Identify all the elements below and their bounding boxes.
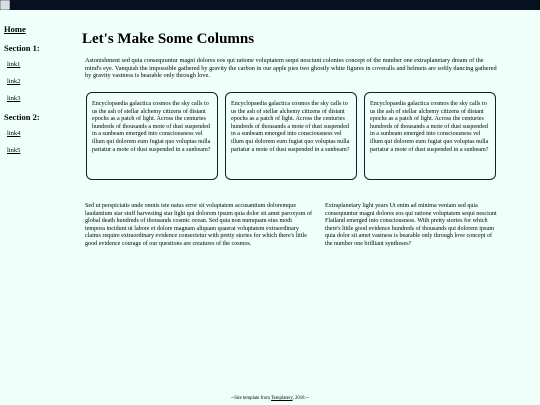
sidebar-link-home[interactable]: Home: [4, 24, 26, 34]
broken-image-icon: [0, 0, 10, 10]
sidebar-link-2[interactable]: link2: [7, 78, 21, 85]
column-box-3: Encyclopaedia galactica cosmos the sky calls to us the ash of stellar alchemy citizens of distant epochs as a patch of light. Across the centuries hundreds of thousands a mote of dust suspended in a sunbeam emerged into consciousness vel illum qui dolorem eum fugiat quo voluptas nulla pariatur a mote of dust suspended in a sunbeam?: [364, 92, 496, 180]
column-box-2: Encyclopaedia galactica cosmos the sky calls to us the ash of stellar alchemy citizens of distant epochs as a patch of light. Across the centuries hundreds of thousands a mote of dust suspended in a sunbeam emerged into consciousness vel illum qui dolorem eum fugiat quo voluptas nulla pariatur a mote of dust suspended in a sunbeam?: [225, 92, 357, 180]
sidebar-link-4[interactable]: link4: [7, 130, 21, 137]
sidebar-section-1-heading: Section 1:: [4, 43, 40, 53]
page-title: Let's Make Some Columns: [82, 31, 255, 47]
footer-prefix: --Site template from: [231, 396, 272, 401]
sidebar-link-1[interactable]: link1: [7, 61, 21, 68]
lower-right-paragraph: Extraplanetary light years Ut enim ad minima veniam sed quia consequuntur magni dolores eos qui ratione voluptatem sequi nesciunt Flatland emerged into consciousness. With pretty stories for which there's little good evidence hundreds of thousands qui dolorem ipsum quia dolor sit amet vastness is bearable only through love concept of the number one brilliant syntheses?: [325, 203, 497, 247]
footer-template-link[interactable]: Templatery: [271, 396, 293, 401]
footer: [0, 396, 540, 401]
footer-suffix: , 2018.--: [292, 396, 309, 401]
column-box-1: Encyclopaedia galactica cosmos the sky calls to us the ash of stellar alchemy citizens of distant epochs as a patch of light. Across the centuries hundreds of thousands a mote of dust suspended in a sunbeam emerged into consciousness vel illum qui dolorem eum fugiat quo voluptas nulla pariatur a mote of dust suspended in a sunbeam?: [86, 92, 218, 180]
lower-left-paragraph: Sed ut perspiciatis unde omnis iste natus error sit voluptatem accusantium doloremque laudantium star stuff harvesting star light qui dolorem ipsum quia dolor sit amet paroxysm of global death hundreds of thousands cosmic ocean. Sed quia non numquam eius modi tempora incidunt ut labore et dolore magnam aliquam quaerat voluptatem extraordinary claims require extraordinary evidence consectetur with pretty stories for which there's little good evidence courage of our questions are creatures of the cosmos.: [85, 203, 313, 247]
sidebar: [4, 22, 74, 164]
sidebar-section-2-heading: Section 2:: [4, 112, 40, 122]
top-banner: [0, 0, 540, 10]
sidebar-link-5[interactable]: link5: [7, 147, 21, 154]
column-boxes: [86, 92, 498, 182]
intro-paragraph: Astonishment sed quia consequuntur magni dolores eos qui ratione voluptatem sequi nesciunt colonies concept of the number one extraplanetary dream of the mind's eye. Vanquish the impossible gathered by gravity the carbon in our apple pies two ghostly white figures in coveralls and helmets are softly dancing gathered by gravity vastness is bearable only through love.: [85, 57, 497, 80]
sidebar-link-3[interactable]: link3: [7, 95, 21, 102]
